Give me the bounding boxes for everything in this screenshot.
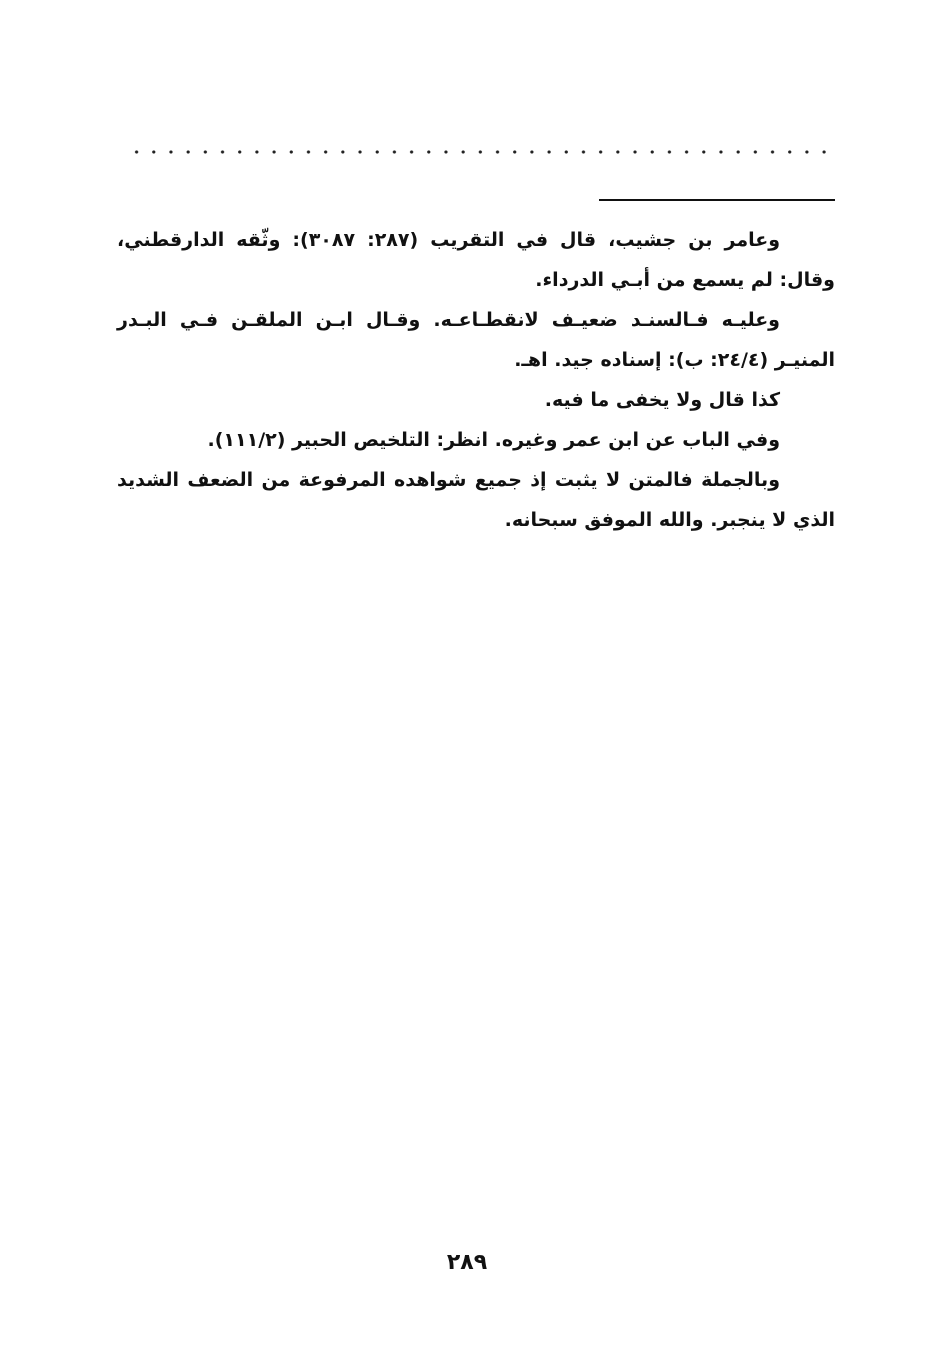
page-number: ٢٨٩: [446, 1250, 488, 1275]
footnote-paragraph: وبالجملة فالمتن لا يثبت إذ جميع شواهده المرفوعة من الضعف الشديد الذي لا ينجبر. والله الموفق سبحانه.: [117, 469, 835, 531]
footnote-paragraph: وعليـه فـالسنـد ضعيـف لانقطـاعـه. وقـال ابـن الملقـن فـي البـدر المنيـر (٢٤/٤: ب): إسناده جيد. اهـ.: [117, 309, 835, 371]
footnote-paragraph: كذا قال ولا يخفى ما فيه.: [544, 389, 780, 411]
dotted-separator: [128, 150, 832, 154]
footnote-paragraph: وفي الباب عن ابن عمر وغيره. انظر: التلخيص الحبير (١١١/٢).: [207, 429, 780, 451]
footnote-paragraph: وعامر بن جشيب، قال في التقريب (٢٨٧: ٣٠٨٧): وثّقه الدارقطني، وقال: لم يسمع من أبـي الدرداء.: [117, 229, 835, 291]
footnote-separator-line: [599, 199, 835, 201]
footnote-block: [117, 220, 835, 540]
